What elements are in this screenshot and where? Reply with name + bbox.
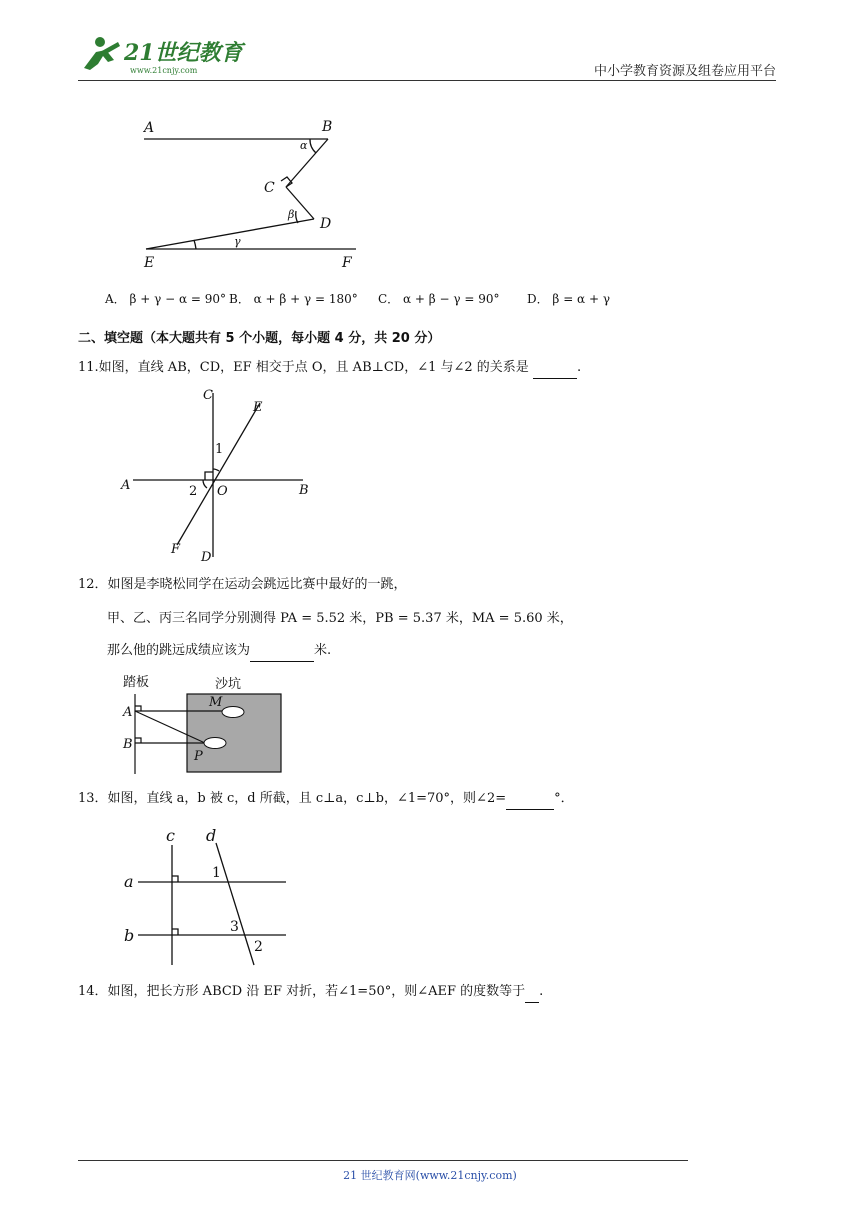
- fig10-label-alpha: α: [300, 139, 308, 152]
- footer-divider: [78, 1160, 688, 1161]
- figure-q11: [115, 385, 325, 569]
- fig13-label-2: 2: [254, 939, 263, 955]
- q12-line3: 那么他的跳远成绩应该为 米.: [107, 641, 331, 662]
- fig10-label-B: B: [322, 119, 333, 135]
- fig11-label-2: 2: [189, 484, 198, 499]
- fig13-label-d: d: [206, 826, 217, 845]
- header-platform-text: 中小学教育资源及组卷应用平台: [593, 64, 776, 79]
- figure-q12: [115, 670, 295, 784]
- figure-q10: [138, 115, 368, 279]
- site-logo: [78, 30, 248, 78]
- fig10-label-D: D: [320, 216, 332, 232]
- q12-line2: 甲、乙、丙三名同学分别测得 PA = 5.52 米，PB = 5.37 米，MA = 5.60 米，: [107, 611, 573, 626]
- fig12-label-M: M: [209, 695, 223, 710]
- fig10-label-C: C: [264, 180, 275, 196]
- fig11-label-C: C: [203, 388, 213, 403]
- fig12-label-sandpit: 沙坑: [215, 677, 242, 692]
- q10-option-a: A． β + γ − α = 90°: [105, 292, 227, 306]
- question-13: 13．如图，直线 a，b 被 c，d 所截，且 c⊥a，c⊥b，∠1=70°，则∠2= °．: [78, 789, 574, 810]
- logo-subtext: www.21cnjy.com: [130, 66, 198, 75]
- fig11-label-O: O: [217, 484, 228, 499]
- q13-answer-blank[interactable]: [506, 789, 554, 810]
- question-11: 11.如图，直线 AB，CD，EF 相交于点 O，且 AB⊥CD，∠1 与∠2 的关系是 .: [78, 358, 581, 379]
- q12-answer-blank[interactable]: [250, 641, 314, 662]
- q11-answer-blank[interactable]: [533, 358, 577, 379]
- footer-text: 21 世纪教育网(www.21cnjy.com): [343, 1169, 517, 1182]
- fig10-label-beta: β: [288, 208, 295, 221]
- header-divider: [78, 80, 776, 81]
- q12-line1: 12．如图是李晓松同学在运动会跳远比赛中最好的一跳，: [78, 577, 407, 592]
- fig11-label-A: A: [121, 478, 131, 493]
- fig12-label-B: B: [123, 737, 133, 752]
- q10-option-b: B． α + β + γ = 180°: [229, 292, 358, 306]
- fig10-label-E: E: [144, 255, 155, 271]
- fig12-label-P: P: [194, 749, 203, 764]
- fig11-label-D: D: [201, 550, 212, 565]
- fig12-label-board: 踏板: [123, 675, 150, 690]
- fig13-label-c: c: [166, 826, 175, 845]
- fig13-label-1: 1: [212, 865, 221, 881]
- fig10-label-F: F: [342, 255, 352, 271]
- fig11-label-E: E: [253, 400, 263, 415]
- fig10-label-gamma: γ: [234, 235, 241, 248]
- fig13-label-3: 3: [230, 919, 239, 935]
- fig11-label-F: F: [171, 542, 181, 557]
- section-title: 二、填空题（本大题共有 5 个小题，每小题 4 分，共 20 分）: [78, 331, 441, 346]
- fig13-label-b: b: [124, 926, 135, 945]
- figure-q13: [118, 825, 298, 974]
- fig13-label-a: a: [124, 872, 134, 891]
- q11-text: 11.如图，直线 AB，CD，EF 相交于点 O，且 AB⊥CD，∠1 与∠2 的关系是: [78, 360, 529, 375]
- q10-option-c: C． α + β − γ = 90°: [378, 292, 500, 306]
- fig10-label-A: A: [144, 120, 155, 136]
- fig11-label-B: B: [299, 483, 309, 498]
- fig11-label-1: 1: [215, 442, 224, 457]
- fig12-label-A: A: [123, 705, 133, 720]
- q14-answer-blank[interactable]: [525, 982, 539, 1003]
- question-14: 14．如图，把长方形 ABCD 沿 EF 对折，若∠1=50°，则∠AEF 的度数等于 .: [78, 982, 543, 1003]
- q10-option-d: D． β = α + γ: [527, 292, 611, 306]
- logo-text: 21世纪教育: [124, 40, 243, 66]
